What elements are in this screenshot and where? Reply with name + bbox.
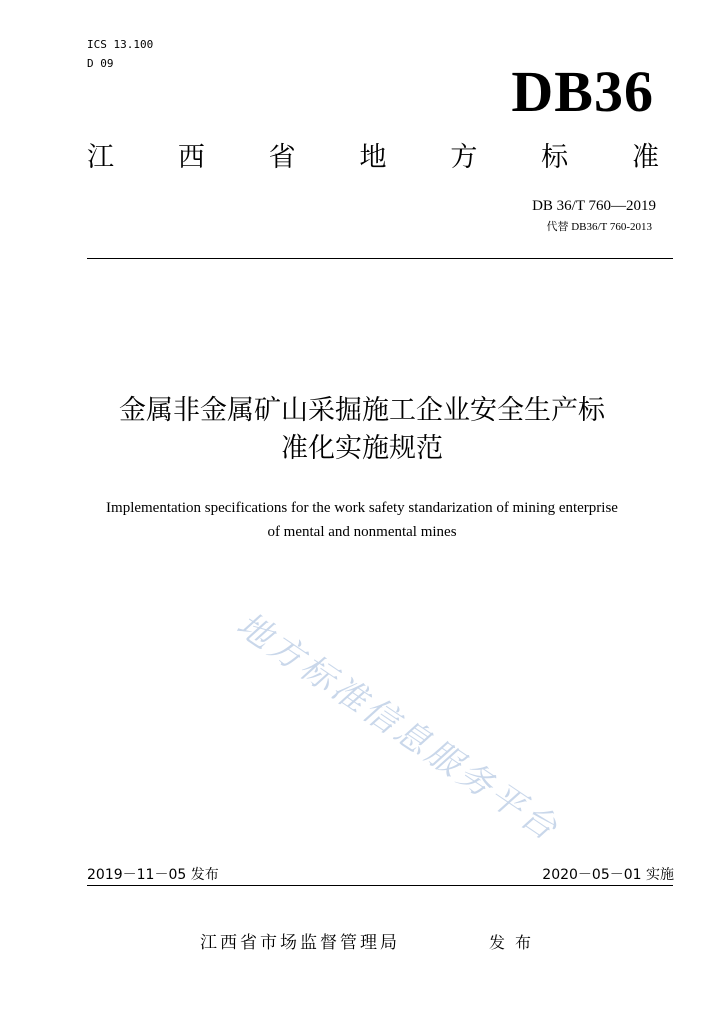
standard-code-logo: DB36	[511, 59, 654, 124]
standard-type-char: 标	[541, 142, 569, 173]
title-chinese-line: 准化实施规范	[281, 433, 443, 464]
footer-divider	[87, 885, 673, 886]
classification-code: D 09	[87, 57, 114, 70]
standard-type-char: 江	[87, 142, 114, 173]
standard-type-char: 地	[359, 142, 387, 173]
replaces-standard: 代替 DB36/T 760-2013	[546, 221, 652, 233]
issue-date: 2019－11－05 发布	[87, 867, 219, 883]
publisher-name: 江西省市场监督管理局	[200, 933, 400, 953]
standard-type-char: 西	[177, 142, 205, 173]
standard-number: DB 36/T 760—2019	[532, 198, 656, 214]
publish-label: 发布	[489, 933, 542, 952]
header-divider	[87, 258, 673, 259]
standard-type-char: 方	[450, 142, 478, 173]
standard-type-char: 省	[268, 142, 296, 173]
title-chinese-line: 金属非金属矿山采掘施工企业安全生产标	[119, 395, 605, 426]
standard-type-title	[87, 141, 659, 175]
watermark: 地方标准信息服务平台	[229, 604, 567, 851]
title-english	[40, 496, 684, 544]
title-chinese	[40, 392, 684, 468]
ics-code: ICS 13.100	[87, 38, 154, 51]
implementation-date: 2020－05－01 实施	[542, 867, 674, 883]
standard-type-char: 准	[631, 142, 659, 173]
title-english-line: Implementation specifications for the work safety standarization of mining enterprise	[106, 500, 618, 516]
title-english-line: of mental and nonmental mines	[267, 524, 457, 540]
